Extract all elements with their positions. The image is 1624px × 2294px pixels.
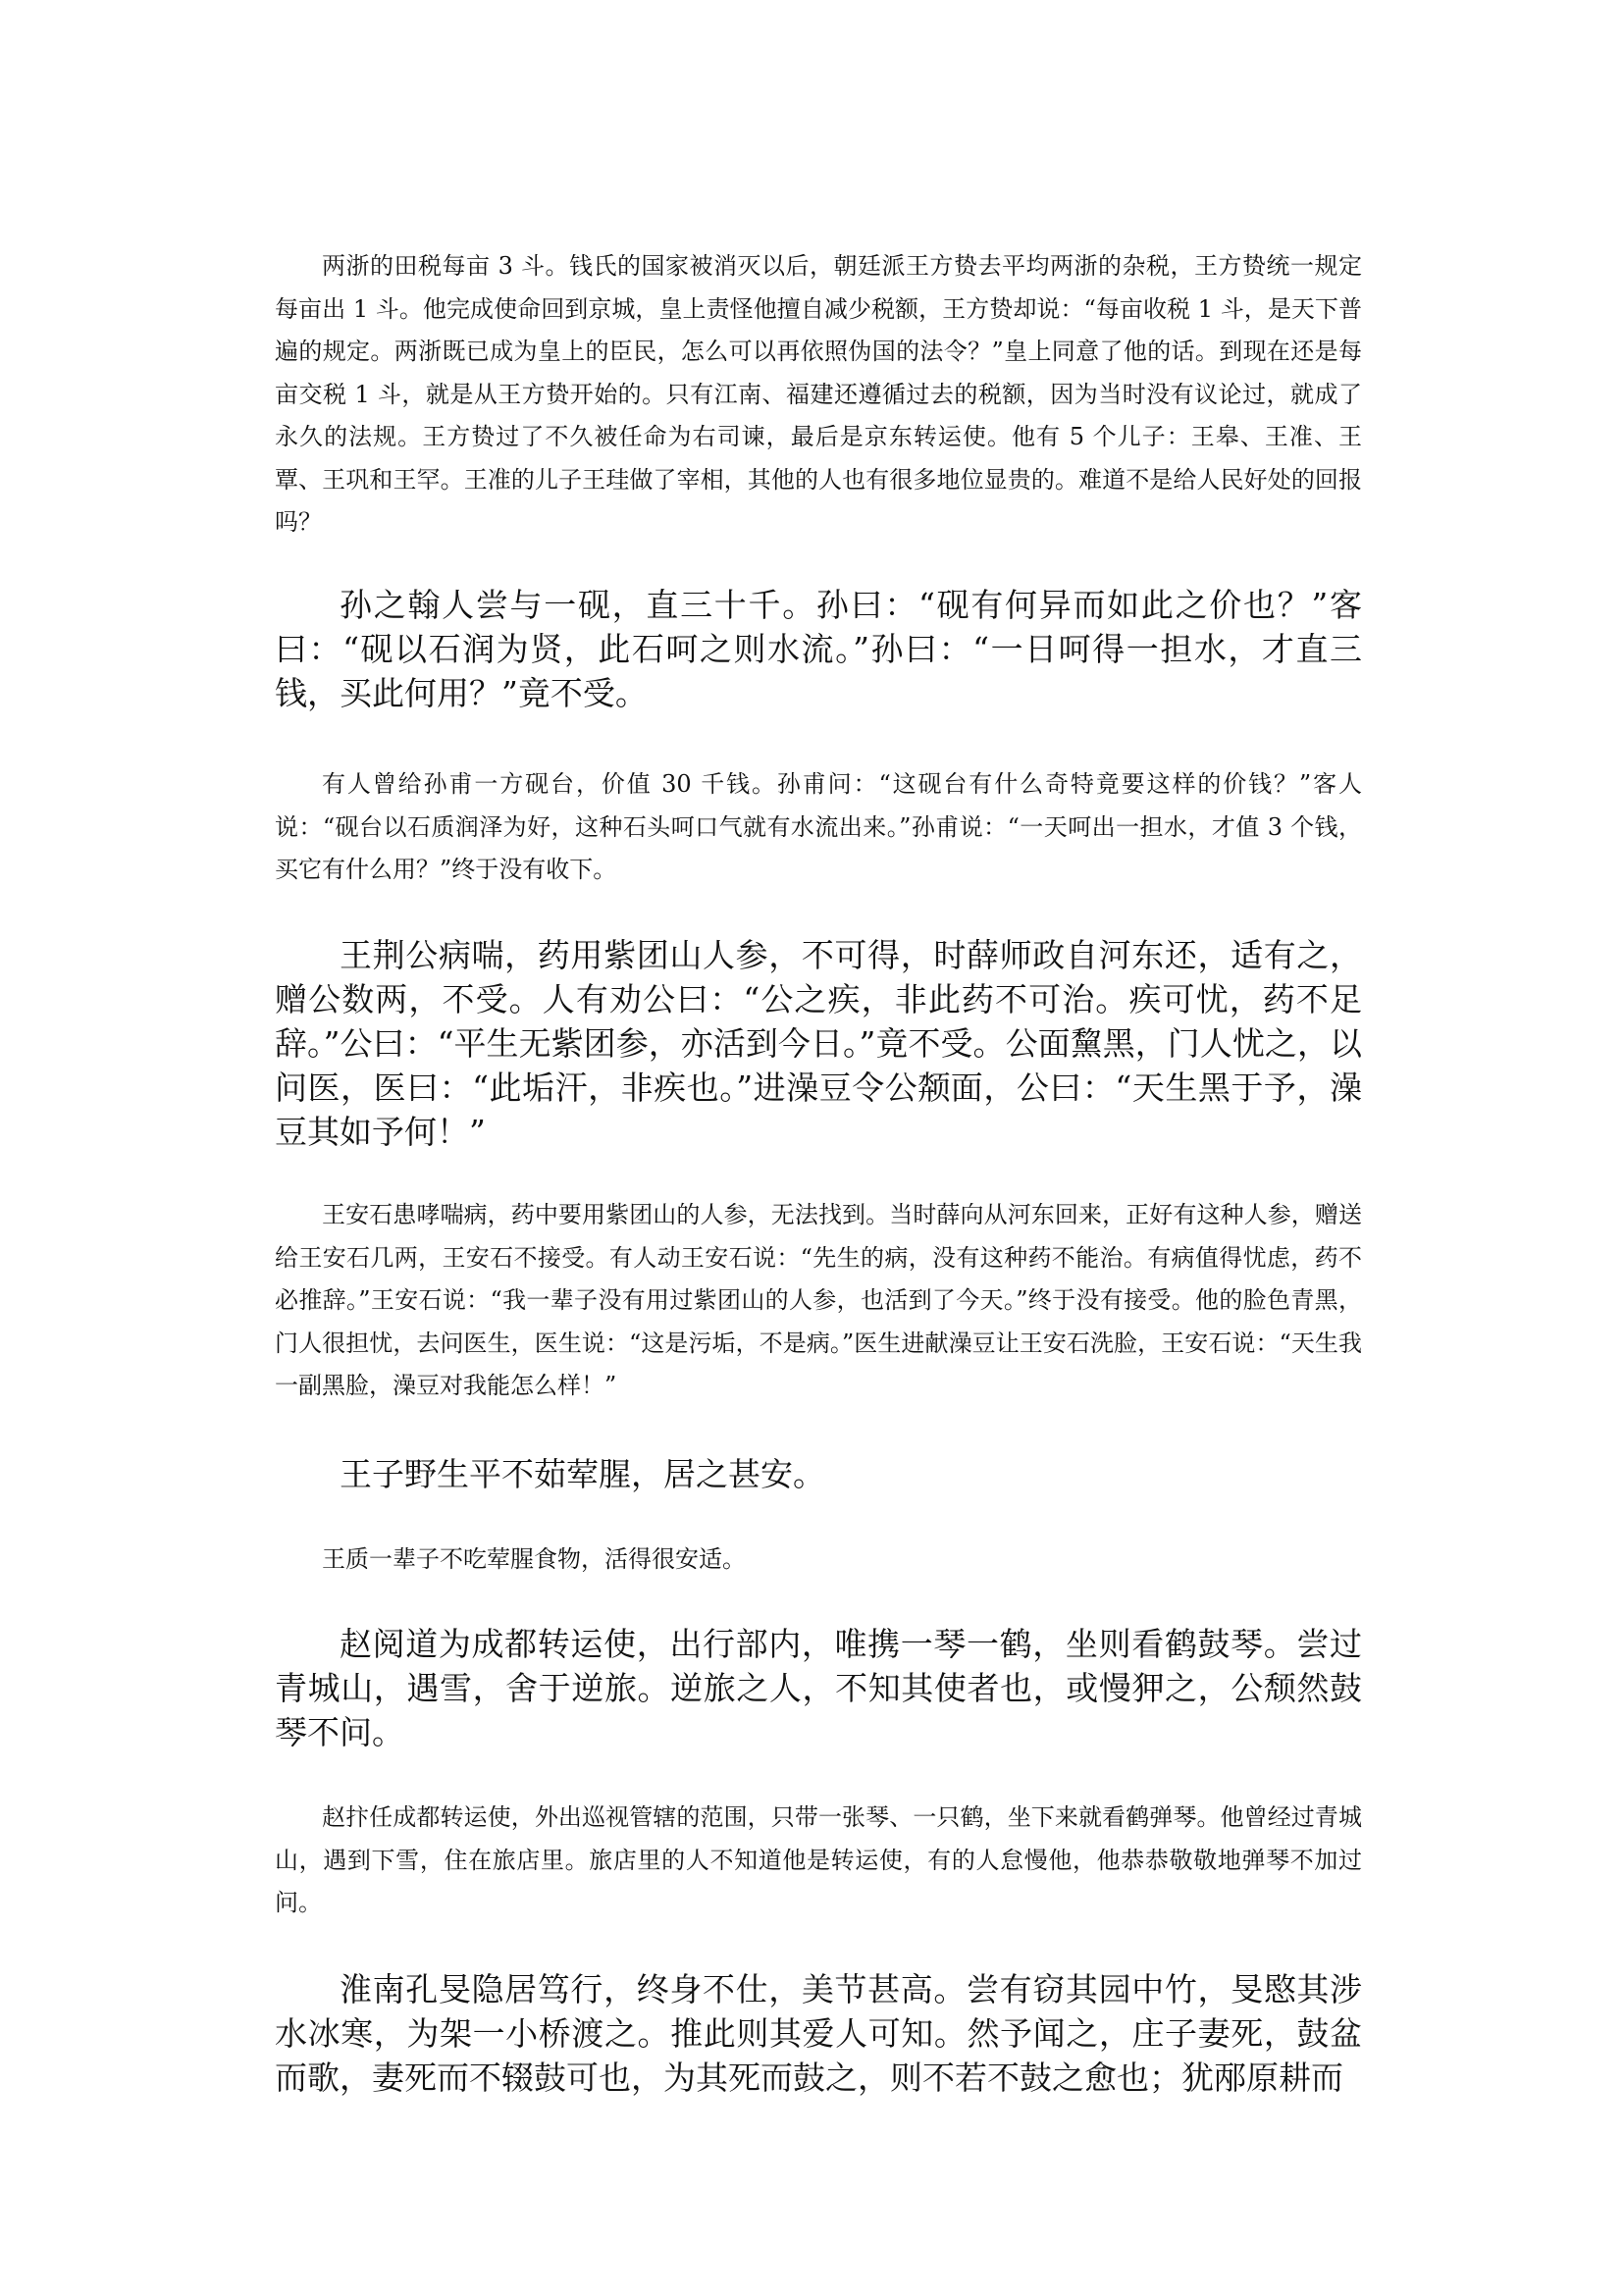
translation-paragraph-tax: 两浙的田税每亩 3 斗。钱氏的国家被消灭以后，朝廷派王方贽去平均两浙的杂税，王方贽统一规定每亩出 1 斗。他完成使命回到京城，皇上责怪他擅自减少税额，王方贽却说：“每亩收税 1 斗，是天下普遍的规定。两浙既已成为皇上的臣民，怎么可以再依照伪国的法令？”皇上同意了他的话。到现在还是每亩交税 1 斗，就是从王方贽开始的。只有江南、福建还遵循过去的税额，因为当时没有议论过，就成了永久的法规。王方贽过了不久被任命为右司谏，最后是京东转运使。他有 5 个儿子：王皋、王准、王覃、王巩和王罕。王准的儿子王珪做了宰相，其他的人也有很多地位显贵的。难道不是给人民好处的回报吗？ (275, 252, 1362, 536)
translation-paragraph-inkstone: 有人曾给孙甫一方砚台，价值 30 千钱。孙甫问：“这砚台有什么奇特竟要这样的价钱？”客人说：“砚台以石质润泽为好，这种石头呵口气就有水流出来。”孙甫说：“一天呵出一担水，才值 3 个钱，买它有什么用？”终于没有收下。 (275, 770, 1362, 883)
classical-paragraph-kong-min: 淮南孔旻隐居笃行，终身不仕，美节甚高。尝有窃其园中竹，旻愍其涉水冰寒，为架一小桥渡之。推此则其爱人可知。然予闻之，庄子妻死，鼓盆而歌，妻死而不辍鼓可也，为其死而鼓之，则不若不鼓之愈也；犹邴原耕而 (275, 1970, 1362, 2097)
classical-paragraph-vegetarian: 王子野生平不茹荤腥，居之甚安。 (340, 1455, 825, 1493)
classical-paragraph-zither-crane: 赵阅道为成都转运使，出行部内，唯携一琴一鹤，坐则看鹤鼓琴。尝过青城山，遇雪，舍于逆旅。逆旅之人，不知其使者也，或慢狎之，公颓然鼓琴不问。 (275, 1625, 1362, 1751)
translation-paragraph-ginseng: 王安石患哮喘病，药中要用紫团山的人参，无法找到。当时薛向从河东回来，正好有这种人参，赠送给王安石几两，王安石不接受。有人动王安石说：“先生的病，没有这种药不能治。有病值得忧虑，药不必推辞。”王安石说：“我一辈子没有用过紫团山的人参，也活到了今天。”终于没有接受。他的脸色青黑，门人很担忧，去问医生，医生说：“这是污垢，不是病。”医生进献澡豆让王安石洗脸，王安石说：“天生我一副黑脸，澡豆对我能怎么样！” (275, 1201, 1362, 1399)
translation-paragraph-zither-crane: 赵抃任成都转运使，外出巡视管辖的范围，只带一张琴、一只鹤，坐下来就看鹤弹琴。他曾经过青城山，遇到下雪，住在旅店里。旅店里的人不知道他是转运使，有的人怠慢他，他恭恭敬敬地弹琴不加过问。 (275, 1803, 1362, 1916)
classical-paragraph-ginseng: 王荆公病喘，药用紫团山人参，不可得，时薛师政自河东还，适有之，赠公数两，不受。人有劝公曰：“公之疾，非此药不可治。疾可忧，药不足辞。”公曰：“平生无紫团参，亦活到今日。”竟不受。公面黧黑，门人忧之，以问医，医曰：“此垢汗，非疾也。”进澡豆令公颒面，公曰：“天生黑于予，澡豆其如予何！” (275, 936, 1362, 1151)
classical-paragraph-inkstone: 孙之翰人尝与一砚，直三十千。孙曰：“砚有何异而如此之价也？”客曰：“砚以石润为贤，此石呵之则水流。”孙曰：“一日呵得一担水，才直三钱，买此何用？”竟不受。 (275, 586, 1362, 712)
translation-paragraph-vegetarian: 王质一辈子不吃荤腥食物，活得很安适。 (322, 1545, 746, 1573)
